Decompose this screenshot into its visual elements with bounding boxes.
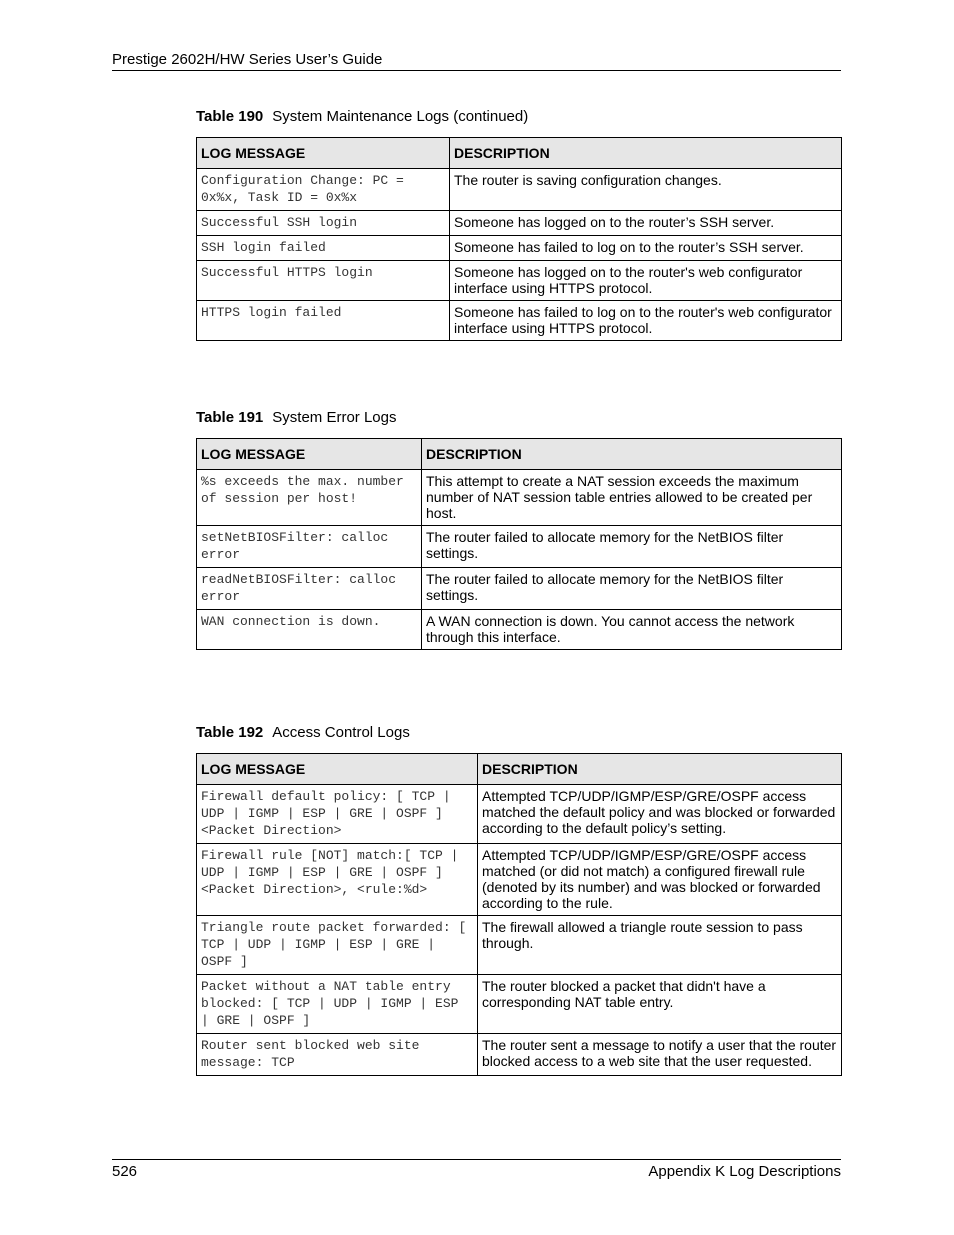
description-cell: The router sent a message to notify a user that the router blocked access to a web site that the user requested. — [478, 1034, 842, 1076]
table-row — [197, 975, 842, 1034]
table-row — [197, 1034, 842, 1076]
description-cell: The router failed to allocate memory for the NetBIOS filter settings. — [422, 568, 842, 610]
table-192-caption — [196, 724, 410, 741]
log-message-cell: Firewall rule [NOT] match:[ TCP | UDP | IGMP | ESP | GRE | OSPF ] <Packet Direction>, <rule:%d> — [197, 844, 478, 916]
table-row — [197, 261, 842, 301]
log-message-cell: readNetBIOSFilter: calloc error — [197, 568, 422, 610]
description-cell: Someone has logged on to the router's web configurator interface using HTTPS protocol. — [450, 261, 842, 301]
section-title: Appendix K Log Descriptions — [648, 1163, 841, 1180]
table-access-control-logs — [196, 753, 842, 1076]
table-system-error-logs — [196, 438, 842, 650]
log-message-cell: Successful SSH login — [197, 211, 450, 236]
column-header-description: DESCRIPTION — [450, 138, 842, 169]
table-row — [197, 568, 842, 610]
table-row — [197, 526, 842, 568]
table-row — [197, 916, 842, 975]
description-cell: Someone has logged on to the router’s SSH server. — [450, 211, 842, 236]
description-cell: A WAN connection is down. You cannot access the network through this interface. — [422, 610, 842, 650]
table-row — [197, 211, 842, 236]
table-title: Access Control Logs — [272, 724, 410, 741]
column-header-description: DESCRIPTION — [478, 754, 842, 785]
log-message-cell: %s exceeds the max. number of session per host! — [197, 470, 422, 526]
column-header-log-message: LOG MESSAGE — [197, 439, 422, 470]
log-message-cell: Triangle route packet forwarded: [ TCP | UDP | IGMP | ESP | GRE | OSPF ] — [197, 916, 478, 975]
column-header-log-message: LOG MESSAGE — [197, 754, 478, 785]
page-header — [112, 51, 841, 71]
log-message-cell: Router sent blocked web site message: TCP — [197, 1034, 478, 1076]
table-number: Table 191 — [196, 409, 264, 426]
description-cell: Attempted TCP/UDP/IGMP/ESP/GRE/OSPF access matched the default policy and was blocked or forwarded according to the default policy’s setting. — [478, 785, 842, 844]
log-message-cell: Firewall default policy: [ TCP | UDP | IGMP | ESP | GRE | OSPF ] <Packet Direction> — [197, 785, 478, 844]
table-header-row — [197, 138, 842, 169]
description-cell: The firewall allowed a triangle route session to pass through. — [478, 916, 842, 975]
column-header-log-message: LOG MESSAGE — [197, 138, 450, 169]
table-number: Table 192 — [196, 724, 264, 741]
log-message-cell: setNetBIOSFilter: calloc error — [197, 526, 422, 568]
table-title: System Maintenance Logs (continued) — [272, 108, 529, 125]
log-message-cell: Packet without a NAT table entry blocked: [ TCP | UDP | IGMP | ESP | GRE | OSPF ] — [197, 975, 478, 1034]
description-cell: Someone has failed to log on to the router’s SSH server. — [450, 236, 842, 261]
log-message-cell: SSH login failed — [197, 236, 450, 261]
description-cell: This attempt to create a NAT session exceeds the maximum number of NAT session table entries allowed to be created per host. — [422, 470, 842, 526]
log-message-cell: Configuration Change: PC = 0x%x, Task ID = 0x%x — [197, 169, 450, 211]
table-header-row — [197, 754, 842, 785]
log-message-cell: Successful HTTPS login — [197, 261, 450, 301]
table-190-caption — [196, 108, 528, 125]
description-cell: Attempted TCP/UDP/IGMP/ESP/GRE/OSPF access matched (or did not match) a configured firewall rule (denoted by its number) and was blocked or forwarded according to the rule. — [478, 844, 842, 916]
table-row — [197, 169, 842, 211]
column-header-description: DESCRIPTION — [422, 439, 842, 470]
description-cell: Someone has failed to log on to the router's web configurator interface using HTTPS protocol. — [450, 301, 842, 341]
table-header-row — [197, 439, 842, 470]
description-cell: The router is saving configuration changes. — [450, 169, 842, 211]
table-title: System Error Logs — [272, 409, 397, 426]
description-cell: The router blocked a packet that didn't have a corresponding NAT table entry. — [478, 975, 842, 1034]
page-footer — [112, 1159, 841, 1180]
table-row — [197, 844, 842, 916]
table-191-caption — [196, 409, 396, 426]
table-row — [197, 785, 842, 844]
table-system-maintenance-logs — [196, 137, 842, 341]
guide-title: Prestige 2602H/HW Series User’s Guide — [112, 51, 383, 68]
description-cell: The router failed to allocate memory for the NetBIOS filter settings. — [422, 526, 842, 568]
page-number: 526 — [112, 1163, 138, 1180]
table-row — [197, 236, 842, 261]
table-row — [197, 470, 842, 526]
table-number: Table 190 — [196, 108, 264, 125]
table-row — [197, 610, 842, 650]
log-message-cell: WAN connection is down. — [197, 610, 422, 650]
log-message-cell: HTTPS login failed — [197, 301, 450, 341]
table-row — [197, 301, 842, 341]
